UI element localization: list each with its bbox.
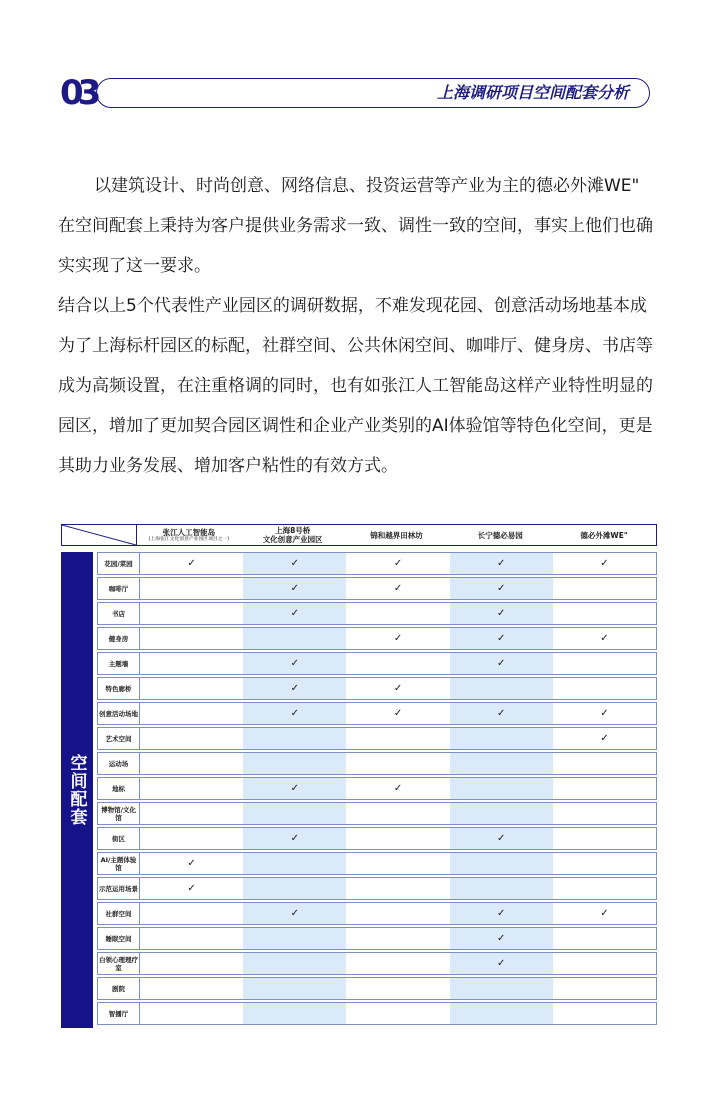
empty-cell bbox=[243, 878, 346, 899]
row-label: 白领心理理疗室 bbox=[98, 953, 140, 974]
row-label: 书店 bbox=[98, 603, 140, 624]
check-mark-cell: ✓ bbox=[346, 703, 449, 724]
empty-cell bbox=[346, 978, 449, 999]
empty-cell bbox=[553, 653, 656, 674]
table-row bbox=[97, 627, 657, 650]
table-row bbox=[97, 702, 657, 725]
empty-cell bbox=[243, 928, 346, 949]
empty-cell bbox=[346, 653, 449, 674]
check-mark-cell: ✓ bbox=[450, 603, 553, 624]
check-mark-cell: ✓ bbox=[450, 928, 553, 949]
row-label: 睡眠空间 bbox=[98, 928, 140, 949]
row-label: AI/主题体验馆 bbox=[98, 853, 140, 874]
body-text bbox=[58, 166, 658, 486]
check-mark-cell: ✓ bbox=[243, 603, 346, 624]
empty-cell bbox=[140, 953, 243, 974]
table-row bbox=[97, 552, 657, 575]
empty-cell bbox=[450, 878, 553, 899]
empty-cell bbox=[553, 828, 656, 849]
check-mark-cell: ✓ bbox=[346, 628, 449, 649]
empty-cell bbox=[243, 978, 346, 999]
row-label: 智播厅 bbox=[98, 1003, 140, 1024]
empty-cell bbox=[140, 703, 243, 724]
empty-cell bbox=[346, 803, 449, 824]
empty-cell bbox=[140, 978, 243, 999]
empty-cell bbox=[243, 853, 346, 874]
table-row bbox=[97, 677, 657, 700]
empty-cell bbox=[243, 753, 346, 774]
empty-cell bbox=[140, 653, 243, 674]
empty-cell bbox=[450, 803, 553, 824]
check-mark-cell: ✓ bbox=[243, 578, 346, 599]
table-row bbox=[97, 827, 657, 850]
check-mark-cell: ✓ bbox=[346, 678, 449, 699]
row-label: 地标 bbox=[98, 778, 140, 799]
table-header bbox=[61, 524, 657, 546]
check-mark-cell: ✓ bbox=[243, 778, 346, 799]
row-label: 艺术空间 bbox=[98, 728, 140, 749]
table-row bbox=[97, 577, 657, 600]
column-header-tianlinfang: 锦和越界田林坊 bbox=[370, 530, 423, 540]
row-label: 运动场 bbox=[98, 753, 140, 774]
check-mark-cell: ✓ bbox=[450, 953, 553, 974]
empty-cell bbox=[140, 728, 243, 749]
row-label: 咖啡厅 bbox=[98, 578, 140, 599]
section-title: 上海调研项目空间配套分析 bbox=[436, 83, 629, 102]
empty-cell bbox=[346, 828, 449, 849]
table-row bbox=[97, 877, 657, 900]
empty-cell bbox=[553, 928, 656, 949]
check-mark-cell: ✓ bbox=[243, 903, 346, 924]
column-header-8-bridge: 上海8号桥 文化创意产业园区 bbox=[262, 526, 323, 544]
empty-cell bbox=[450, 978, 553, 999]
check-mark-cell: ✓ bbox=[243, 828, 346, 849]
row-label: 花园/菜园 bbox=[98, 553, 140, 574]
empty-cell bbox=[140, 828, 243, 849]
table-row bbox=[97, 927, 657, 950]
empty-cell bbox=[553, 878, 656, 899]
empty-cell bbox=[450, 778, 553, 799]
empty-cell bbox=[553, 778, 656, 799]
empty-cell bbox=[450, 678, 553, 699]
empty-cell bbox=[243, 728, 346, 749]
check-mark-cell: ✓ bbox=[140, 553, 243, 574]
table-row bbox=[97, 752, 657, 775]
empty-cell bbox=[243, 628, 346, 649]
table-body bbox=[61, 552, 657, 1028]
empty-cell bbox=[553, 578, 656, 599]
row-label: 博物馆/文化馆 bbox=[98, 803, 140, 824]
row-label: 示范运用场景 bbox=[98, 878, 140, 899]
empty-cell bbox=[140, 903, 243, 924]
table-row bbox=[97, 977, 657, 1000]
paragraph-1: 以建筑设计、时尚创意、网络信息、投资运营等产业为主的德必外滩WE" 在空间配套上秉持为客户提供业务需求一致、调性一致的空间，事实上他们也确实实现了这一要求。 bbox=[58, 176, 653, 276]
section-header bbox=[60, 74, 652, 112]
row-label: 创意活动场地 bbox=[98, 703, 140, 724]
check-mark-cell: ✓ bbox=[450, 578, 553, 599]
check-mark-cell: ✓ bbox=[450, 628, 553, 649]
row-label: 街区 bbox=[98, 828, 140, 849]
paragraph-2: 结合以上5个代表性产业园区的调研数据，不难发现花园、创意活动场地基本成为了上海标杆园区的标配，社群空间、公共休闲空间、咖啡厅、健身房、书店等成为高频设置，在注重格调的同时，也有如张江人工智能岛这样产业特性明显的园区，增加了更加契合园区调性和企业产业类别的AI体验馆等特色化空间，更是其助力业务发展、增加客户粘性的有效方式。 bbox=[58, 296, 653, 476]
empty-cell bbox=[553, 953, 656, 974]
column-header-changning: 长宁德必易园 bbox=[477, 530, 523, 540]
empty-cell bbox=[243, 953, 346, 974]
empty-cell bbox=[346, 1003, 449, 1024]
empty-cell bbox=[346, 903, 449, 924]
check-mark-cell: ✓ bbox=[243, 553, 346, 574]
empty-cell bbox=[140, 778, 243, 799]
check-mark-cell: ✓ bbox=[553, 728, 656, 749]
empty-cell bbox=[243, 803, 346, 824]
row-label: 社群空间 bbox=[98, 903, 140, 924]
row-label: 主题墙 bbox=[98, 653, 140, 674]
table-rows bbox=[97, 552, 657, 1028]
empty-cell bbox=[346, 853, 449, 874]
table-row bbox=[97, 852, 657, 875]
empty-cell bbox=[140, 628, 243, 649]
empty-cell bbox=[140, 803, 243, 824]
check-mark-cell: ✓ bbox=[243, 678, 346, 699]
check-mark-cell: ✓ bbox=[346, 578, 449, 599]
table-row bbox=[97, 602, 657, 625]
check-mark-cell: ✓ bbox=[243, 653, 346, 674]
table-row bbox=[97, 952, 657, 975]
check-mark-cell: ✓ bbox=[553, 703, 656, 724]
empty-cell bbox=[450, 753, 553, 774]
table-row bbox=[97, 802, 657, 825]
empty-cell bbox=[346, 753, 449, 774]
row-label: 剧院 bbox=[98, 978, 140, 999]
check-mark-cell: ✓ bbox=[450, 828, 553, 849]
check-mark-cell: ✓ bbox=[450, 903, 553, 924]
row-label: 特色廊桥 bbox=[98, 678, 140, 699]
column-header-zhangjiang: 张江人工智能岛 (上海张江文化创意产业园区项目之一) bbox=[148, 527, 230, 542]
table-row bbox=[97, 902, 657, 925]
empty-cell bbox=[553, 603, 656, 624]
check-mark-cell: ✓ bbox=[450, 653, 553, 674]
empty-cell bbox=[553, 978, 656, 999]
empty-cell bbox=[450, 728, 553, 749]
table-row bbox=[97, 652, 657, 675]
amenities-table bbox=[61, 524, 657, 1028]
check-mark-cell: ✓ bbox=[140, 853, 243, 874]
column-subtitle: (上海张江文化创意产业园区项目之一) bbox=[148, 536, 230, 542]
check-mark-cell: ✓ bbox=[450, 553, 553, 574]
check-mark-cell: ✓ bbox=[346, 553, 449, 574]
empty-cell bbox=[553, 803, 656, 824]
empty-cell bbox=[140, 753, 243, 774]
empty-cell bbox=[346, 928, 449, 949]
empty-cell bbox=[553, 678, 656, 699]
check-mark-cell: ✓ bbox=[140, 878, 243, 899]
empty-cell bbox=[450, 1003, 553, 1024]
empty-cell bbox=[346, 728, 449, 749]
empty-cell bbox=[553, 1003, 656, 1024]
diagonal-line bbox=[62, 525, 136, 545]
check-mark-cell: ✓ bbox=[553, 553, 656, 574]
empty-cell bbox=[553, 853, 656, 874]
empty-cell bbox=[140, 578, 243, 599]
table-row bbox=[97, 777, 657, 800]
column-header-bund-we: 德必外滩WE" bbox=[580, 530, 628, 540]
empty-cell bbox=[140, 678, 243, 699]
check-mark-cell: ✓ bbox=[553, 628, 656, 649]
empty-cell bbox=[450, 853, 553, 874]
check-mark-cell: ✓ bbox=[243, 703, 346, 724]
empty-cell bbox=[346, 878, 449, 899]
empty-cell bbox=[140, 603, 243, 624]
empty-cell bbox=[140, 1003, 243, 1024]
side-category-label: 空间配套 bbox=[61, 552, 93, 1028]
empty-cell bbox=[346, 953, 449, 974]
check-mark-cell: ✓ bbox=[553, 903, 656, 924]
empty-cell bbox=[243, 1003, 346, 1024]
check-mark-cell: ✓ bbox=[346, 778, 449, 799]
check-mark-cell: ✓ bbox=[450, 703, 553, 724]
empty-cell bbox=[553, 753, 656, 774]
empty-cell bbox=[140, 928, 243, 949]
empty-cell bbox=[346, 603, 449, 624]
table-row bbox=[97, 1002, 657, 1025]
section-number-badge: 03 bbox=[60, 73, 96, 113]
table-row bbox=[97, 727, 657, 750]
header-corner-cell bbox=[62, 525, 137, 545]
row-label: 健身房 bbox=[98, 628, 140, 649]
header-pill bbox=[96, 78, 650, 108]
